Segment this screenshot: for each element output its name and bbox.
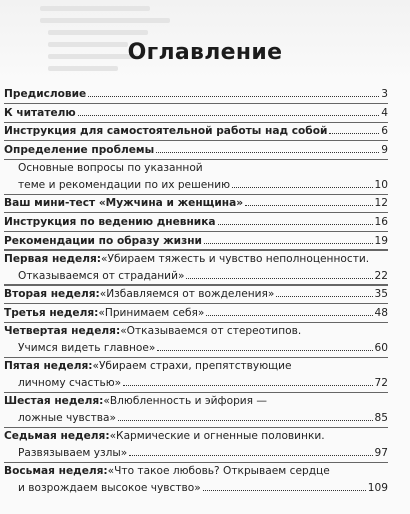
entry-title: Определение проблемы (4, 143, 155, 156)
entry-text: Основные вопросы по указанной (18, 162, 203, 175)
page-number: 97 (374, 446, 388, 459)
entry-title: Предисловие (4, 88, 87, 100)
entry-title: Третья неделя: (4, 306, 99, 319)
page-number: 4 (381, 106, 388, 119)
entry-text: «Кармические и огненные половинки. (109, 430, 325, 443)
entry-title: Инструкция по ведению дневника (4, 215, 216, 228)
entry-text: «Что такое любовь? Открываем сердце (107, 465, 330, 478)
page-number: 9 (381, 143, 388, 156)
entry-continuation: личному счастью» (18, 376, 122, 389)
page-number: 48 (374, 306, 388, 319)
entry-title: Рекомендации по образу жизни (4, 234, 202, 247)
dot-leader (218, 224, 373, 225)
page-number: 35 (374, 288, 388, 301)
page-number: 72 (374, 376, 388, 389)
dot-leader (129, 455, 372, 456)
toc-entry[interactable] (4, 160, 388, 193)
toc-entry[interactable] (4, 86, 388, 102)
entry-text: «Убираем страхи, препятствующие (92, 360, 292, 373)
entry-continuation: Учимся видеть главное» (18, 341, 156, 354)
dot-leader (156, 152, 379, 153)
page-number: 22 (374, 269, 388, 282)
dot-leader (157, 350, 372, 351)
entry-title: Четвертая неделя: (4, 325, 121, 338)
entry-continuation: Отказываемся от страданий» (18, 269, 185, 282)
dot-leader (329, 133, 379, 134)
page-number: 85 (374, 411, 388, 424)
page-number: 16 (374, 215, 388, 228)
toc-entry[interactable] (4, 195, 388, 211)
entry-continuation: теме и рекомендации по их решению (18, 178, 231, 191)
toc-entry[interactable] (4, 393, 388, 426)
dot-leader (276, 296, 372, 297)
toc-entry[interactable] (4, 428, 388, 461)
entry-text: «Отказываемся от стереотипов. (120, 325, 302, 338)
toc-entry[interactable] (4, 251, 388, 284)
page-number: 6 (381, 125, 388, 138)
entry-text: «Принимаем себя» (98, 306, 205, 319)
toc-entry[interactable] (4, 214, 388, 230)
table-of-contents (4, 86, 388, 496)
page-number: 3 (381, 88, 388, 100)
entry-title: Вторая неделя: (4, 288, 100, 301)
entry-continuation: ложные чувства» (18, 411, 116, 424)
dot-leader (204, 243, 373, 244)
entry-continuation: Развязываем узлы» (18, 446, 128, 459)
page-number: 10 (374, 178, 388, 191)
dot-leader (123, 385, 372, 386)
toc-entry[interactable] (4, 142, 388, 158)
toc-entry[interactable] (4, 123, 388, 139)
toc-entry[interactable] (4, 358, 388, 391)
entry-text: «Избавляемся от вожделения» (99, 288, 275, 301)
entry-title: Седьмая неделя: (4, 430, 110, 443)
toc-entry[interactable] (4, 286, 388, 302)
page-number: 19 (374, 234, 388, 247)
dot-leader (245, 205, 372, 206)
page-number: 109 (367, 481, 388, 494)
toc-entry[interactable] (4, 105, 388, 121)
toc-entry[interactable] (4, 463, 388, 496)
entry-title: Шестая неделя: (4, 395, 104, 408)
dot-leader (78, 115, 380, 116)
dot-leader (186, 278, 372, 279)
entry-continuation: и возрождаем высокое чувство» (18, 481, 201, 494)
entry-text: «Влюбленность и эйфория — (103, 395, 268, 408)
toc-entry[interactable] (4, 305, 388, 321)
entry-text: «Убираем тяжесть и чувство неполноценности. (101, 253, 370, 266)
entry-title: Первая неделя: (4, 253, 102, 266)
dot-leader (118, 420, 373, 421)
page-number: 60 (374, 341, 388, 354)
entry-title: Пятая неделя: (4, 360, 93, 373)
dot-leader (232, 187, 372, 188)
entry-title: Ваш мини-тест «Мужчина и женщина» (4, 197, 244, 210)
entry-title: Восьмая неделя: (4, 465, 108, 478)
page-number: 12 (374, 197, 388, 210)
dot-leader (206, 315, 372, 316)
page-title: Оглавление (127, 40, 283, 65)
entry-title: К читателю (4, 106, 76, 119)
toc-entry[interactable] (4, 323, 388, 356)
dot-leader (203, 490, 366, 491)
entry-title: Инструкция для самостоятельной работы над собой (4, 125, 328, 138)
dot-leader (88, 96, 379, 97)
toc-entry[interactable] (4, 233, 388, 249)
